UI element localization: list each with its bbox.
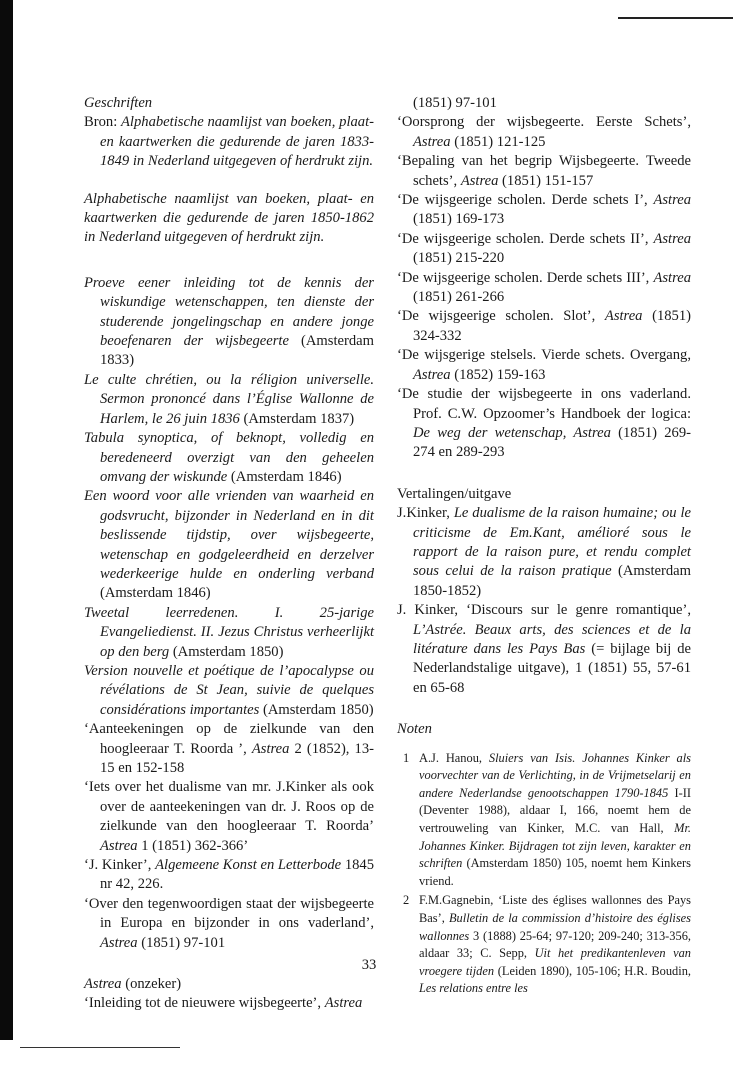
bron-entry: Bron: Alphabetische naamlijst van boeken, plaat- en kaartwerken die gedurende de jaren 1833-1849 in Nederland uitgegeven of herdrukt zijn.: [84, 114, 375, 170]
article-entry: ‘De studie der wijsbegeerte in ons vaderland. Prof. C.W. Opzoomer’s Handboek der logica: De weg der wetenschap, Astrea (1851) 269-274 en 289-293: [397, 386, 691, 461]
footnote: 2 F.M.Gagnebin, ‘Liste des églises wallonnes des Pays Bas’, Bulletin de la commission d’histoire des églises wallonnes 3 (1888) 25-64; 97-120; 209-240; 313-356, aldaar 33; C. Sepp, Uit het predikantenleven van vroegere tijden (Leiden 1890), 105-106; H.R. Boudin, Les relations entre les: [403, 893, 691, 996]
footer-rule: [20, 1047, 180, 1048]
article-entry: ‘De wijsgeerige scholen. Derde schets II’, Astrea (1851) 215-220: [397, 230, 691, 267]
article-entry: ‘De wijsgerige stelsels. Vierde schets. Overgang, Astrea (1852) 159-163: [397, 347, 691, 383]
scan-edge-shadow: [0, 0, 13, 1040]
alphabetische-entry: Alphabetische naamlijst van boeken, plaat- en kaartwerken die gedurende de jaren 1850-1862 in Nederland uitgegeven of herdrukt zijn.: [84, 190, 374, 246]
article-entry: ‘De wijsgeerige scholen. Derde schets III’, Astrea (1851) 261-266: [397, 269, 691, 306]
article-entry: ‘Inleiding tot de nieuwere wijsbegeerte’, Astrea: [84, 995, 363, 1012]
translation-entry: J. Kinker, ‘Discours sur le genre romantique’, L’Astrée. Beaux arts, des sciences et de la litérature dans les Pays Bas (= bijlage bij de Nederlandstalige uitgave), 1 (1851) 55, 57-61 en 65-68: [397, 602, 692, 696]
heading-noten: Noten: [397, 721, 432, 738]
translation-entry: J.Kinker, Le dualisme de la raison humaine; ou le criticisme de Em.Kant, amélioré sous le rapport de la raison pure, et rendu complet sous celui de la raison pratique (Amsterdam 1850-1852): [397, 505, 691, 599]
article-entry: ‘Iets over het dualisme van mr. J.Kinker als ook over de aanteekeningen van dr. J. Roos op de zielkunde van den hoogleeraar T. Roorda’ Astrea 1 (1851) 362-366’: [84, 779, 374, 854]
footnote: 1 A.J. Hanou, Sluiers van Isis. Johannes Kinker als voorvechter van de Verlichting, in de Vrijmetselarij en andere Nederlandse genootschappen 1790-1845 I-II (Deventer 1988), aldaar I, 166, noemt hem de vertrouweling van Kinker, M.C. van Hall, Mr. Johannes Kinker. Bijdragen tot zijn leven, karakter en schriften (Amsterdam 1850) 105, noemt hem Kinkers vriend.: [403, 750, 692, 888]
article-entry: ‘Aanteekeningen op de zielkunde van den hoogleeraar T. Roorda ’, Astrea 2 (1852), 13-15 en 152-158: [84, 721, 374, 776]
article-entry: ‘Bepaling van het begrip Wijsbegeerte. Tweede schets’, Astrea (1851) 151-157: [397, 153, 691, 189]
astrea-heading: Astrea (onzeker): [84, 976, 182, 993]
work-entry: Een woord voor alle vrienden van waarheid en godsvrucht, bijzonder in Nederland en in dit beslissende tijdstip, over wijsbegeerte, wetenschap en godgeleerdheid en derzelver wederkeerige hulde en onderling verband (Amsterdam 1846): [84, 488, 374, 602]
article-entry: ‘De wijsgeerige scholen. Slot’, Astrea (1851) 324-332: [397, 308, 691, 344]
work-entry: Tabula synoptica, of beknopt, volledig en beredeneerd overzigt van den geheelen omvang der wiskunde (Amsterdam 1846): [84, 430, 374, 485]
work-entry: Version nouvelle et poétique de l’apocalypse ou révélations de St Jean, suivie de quelques considérations importantes (Amsterdam 1850): [84, 662, 374, 718]
left-column: [84, 94, 374, 1014]
article-entry: ‘Over den tegenwoordigen staat der wijsbegeerte in Europa en bijzonder in ons vaderland’, Astrea (1851) 97-101: [84, 895, 374, 951]
article-entry: ‘De wijsgeerige scholen. Derde schets I’, Astrea (1851) 169-173: [397, 192, 691, 228]
work-entry: Le culte chrétien, ou la réligion universelle. Sermon prononcé dans l’Église Wallonne de Harlem, le 26 juin 1836 (Amsterdam 1837): [84, 371, 374, 427]
header-rule: [618, 17, 733, 19]
page-number: 33: [361, 957, 377, 973]
work-entry: Proeve eener inleiding tot de kennis der wiskundige wetenschappen, ten dienste der studerende jongelingschap en andere jonge beoefenaren der wijsbegeerte (Amsterdam 1833): [84, 274, 374, 369]
continued-line: (1851) 97-101: [413, 95, 497, 111]
right-column: [397, 94, 691, 998]
article-entry: ‘J. Kinker’, Algemeene Konst en Letterbode 1845 nr 42, 226.: [84, 857, 375, 893]
heading-geschriften: Geschriften: [84, 95, 153, 111]
heading-vertalingen: Vertalingen/uitgave: [397, 485, 512, 502]
article-entry: ‘Oorsprong der wijsbegeerte. Eerste Schets’, Astrea (1851) 121-125: [397, 114, 691, 150]
work-entry: Tweetal leerredenen. I. 25-jarige Evangeliedienst. II. Jezus Christus verheerlijkt op den berg (Amsterdam 1850): [84, 604, 374, 660]
